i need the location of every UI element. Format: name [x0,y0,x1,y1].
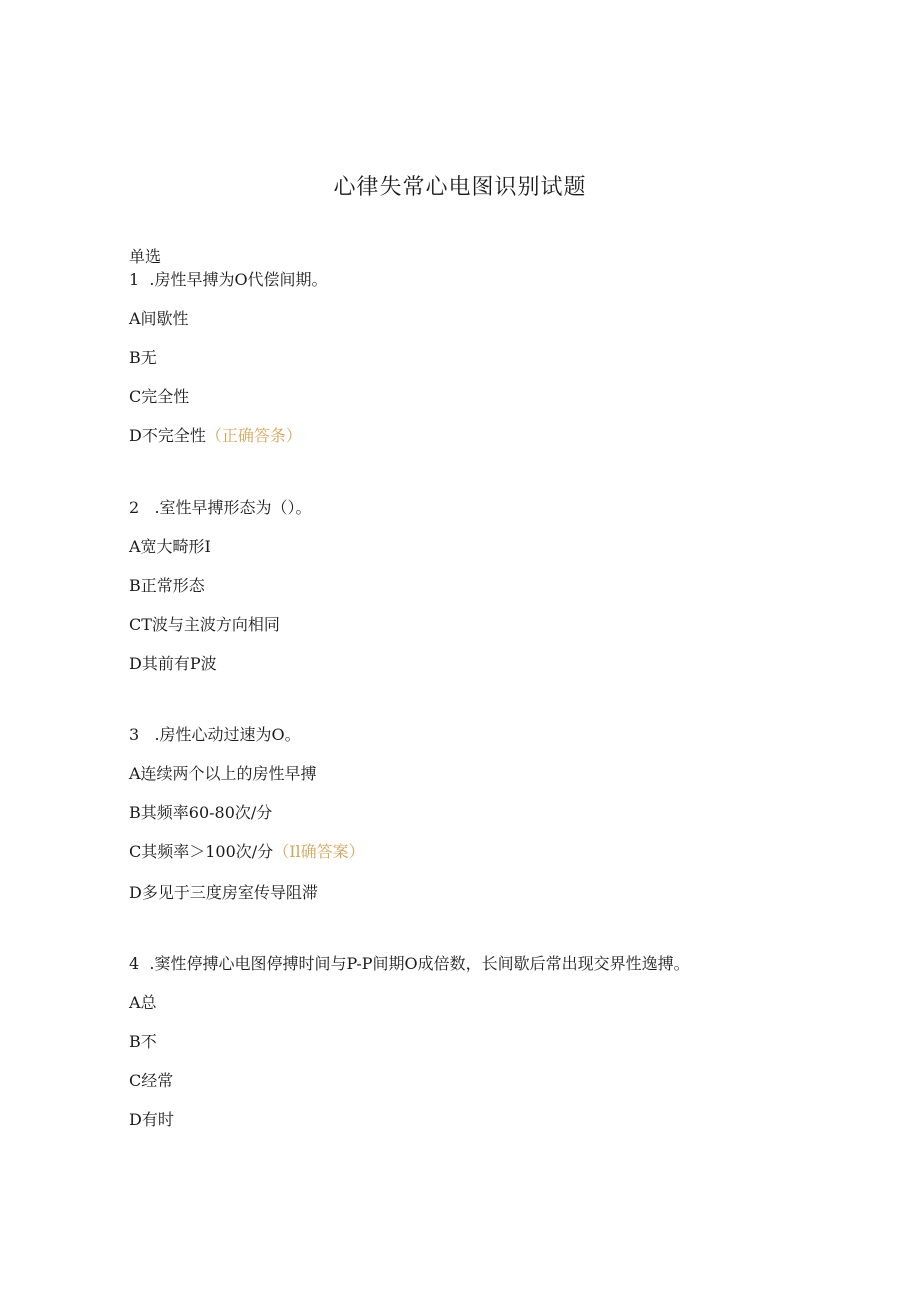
question-2-option-c: CT波与主波方向相同 [129,615,280,634]
question-1-option-c: C完全性 [129,387,190,406]
question-3-option-c: C其频率＞100次/分（Il确答案） [129,842,365,861]
question-4-option-d: D有时 [129,1110,174,1129]
page-title: 心律失常心电图识别试题 [333,175,587,200]
question-4-stem: 4 .窦性停搏心电图停搏时间与P-P间期O成倍数，长间歇后常出现交界性逸搏。 [129,954,690,973]
question-1-option-d: D不完全性（正确答条） [129,426,302,445]
question-2-option-a: A宽大畸形I [129,537,211,556]
correct-answer-mark: （正确答条） [205,426,302,445]
question-2-stem: 2 .室性早搏形态为（）。 [129,498,312,517]
question-3-option-b: B其频率60-80次/分 [129,803,273,822]
question-3-option-d: D多见于三度房室传导阻滞 [129,883,318,902]
question-4-option-b: B不 [129,1032,157,1051]
question-1-option-a: A间歇性 [129,309,189,328]
correct-answer-mark: （Il确答案） [273,842,365,861]
question-2-option-d: D其前有P波 [129,654,217,673]
question-1-stem: 1 .房性早搏为O代偿间期。 [129,270,328,289]
question-4-option-c: C经常 [129,1071,174,1090]
question-3-stem: 3 .房性心动过速为O。 [129,725,301,744]
question-4-option-a: A总 [129,993,157,1012]
question-3-option-a: A连续两个以上的房性早搏 [129,764,317,783]
question-1-option-b: B无 [129,348,157,367]
question-2-option-b: B正常形态 [129,576,205,595]
section-label: 单选 [129,247,162,266]
